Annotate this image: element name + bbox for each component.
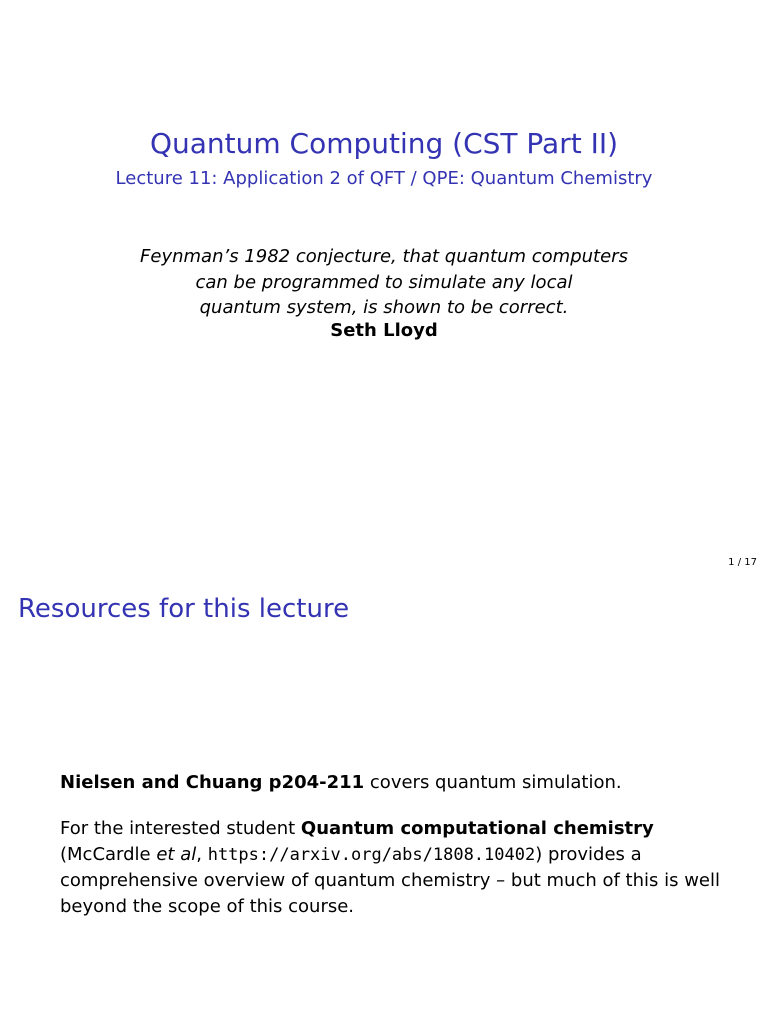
arxiv-link[interactable]: https://arxiv.org/abs/1808.10402 <box>207 844 536 865</box>
et-al: et al <box>156 843 197 865</box>
paragraph-text: , <box>196 843 208 865</box>
lecture-subtitle: Lecture 11: Application 2 of QFT / QPE: Quantum Chemistry <box>115 168 653 189</box>
paragraph-line <box>60 816 740 842</box>
quote-author: Seth Lloyd <box>330 320 438 341</box>
paragraph-line: beyond the scope of this course. <box>60 895 355 917</box>
paragraph-mccardle <box>60 816 740 919</box>
frame-title: Resources for this lecture <box>18 594 350 624</box>
paper-title: Quantum computational chemistry <box>300 818 654 839</box>
quote-line: can be programmed to simulate any local <box>195 271 573 293</box>
quote-line: quantum system, is shown to be correct. <box>199 297 569 318</box>
paragraph-text: ) provides a <box>535 843 642 865</box>
quote <box>0 244 768 321</box>
lecture-title: Quantum Computing (CST Part II) <box>149 127 619 160</box>
paragraph-text: For the interested student <box>60 818 301 839</box>
paragraph-text: (McCardle <box>60 843 157 865</box>
resources-slide <box>0 576 768 1024</box>
page-number: 1 / 17 <box>728 557 757 568</box>
paragraph-text: covers quantum simulation. <box>364 772 622 793</box>
paragraph-line: comprehensive overview of quantum chemistry – but much of this is well <box>60 870 721 891</box>
quote-line: Feynman’s 1982 conjecture, that quantum computers <box>140 246 628 267</box>
paragraph-line <box>60 842 740 869</box>
book-reference: Nielsen and Chuang p204-211 <box>60 772 365 793</box>
paragraph-nielsen-chuang <box>60 770 740 796</box>
